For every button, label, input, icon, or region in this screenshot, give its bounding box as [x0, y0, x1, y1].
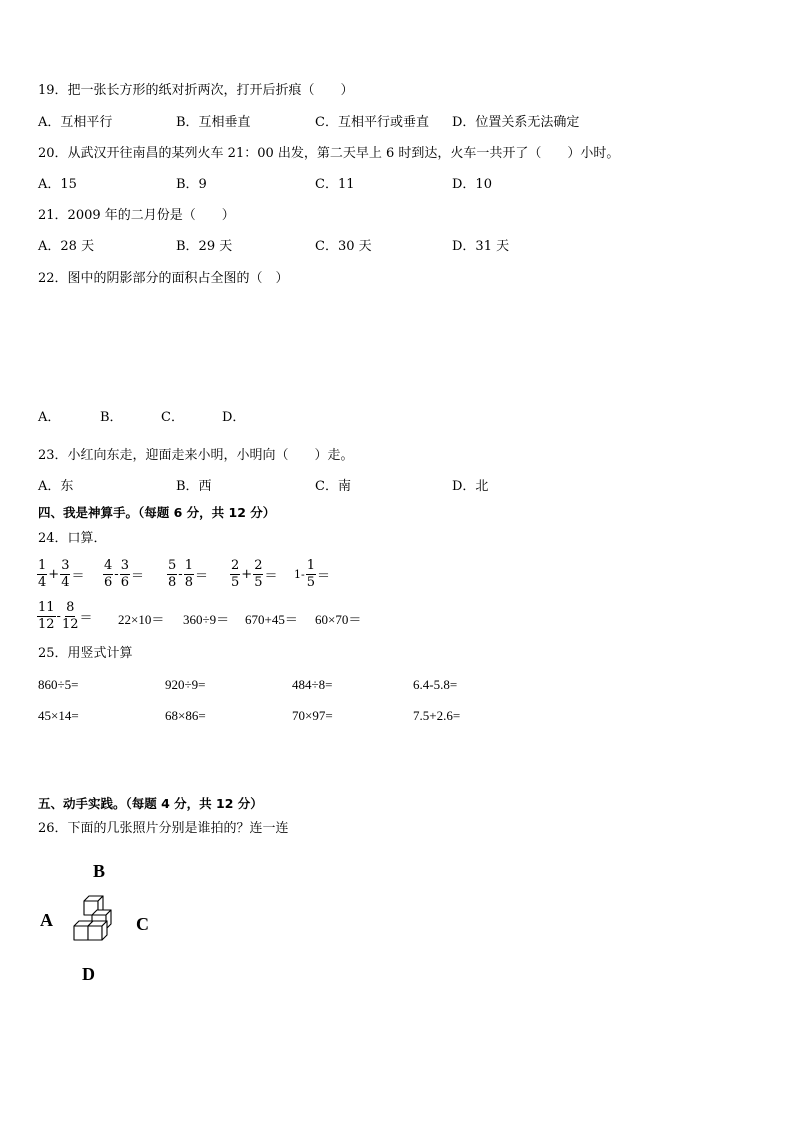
- q20-option-b: B．9: [176, 177, 207, 192]
- q25-item: 45×14=: [38, 708, 79, 723]
- q21-option-b: B．29 天: [176, 239, 233, 254]
- q25-item: 70×97=: [292, 708, 333, 723]
- q21-option-d: D．31 天: [452, 239, 510, 254]
- q20-option-d: D．10: [452, 177, 492, 192]
- cube-stack-figure: [70, 893, 122, 949]
- q19-option-d: D．位置关系无法确定: [452, 115, 580, 130]
- q22-option-c: C．: [161, 410, 184, 425]
- label-b: B: [93, 861, 106, 881]
- q25-item: 484÷8=: [292, 677, 333, 692]
- q20-option-c: C．11: [315, 177, 355, 192]
- q23-option-a: A．东: [38, 479, 74, 494]
- q20-option-a: A．15: [38, 177, 77, 192]
- q19-option-a: A．互相平行: [38, 115, 113, 130]
- q24-expr-4: $\frac{2}{5}$ + $\frac{2}{5}$ ＝: [231, 558, 278, 590]
- fraction: $\frac{3}{6}$: [120, 558, 129, 590]
- q25-item: 920÷9=: [165, 677, 206, 692]
- q25-item: 860÷5=: [38, 677, 79, 692]
- q25-item: 6.4-5.8=: [413, 677, 458, 692]
- label-a: A: [40, 910, 53, 930]
- fraction: $\frac{1}{5}$: [306, 558, 315, 590]
- q23-option-b: B．西: [176, 479, 212, 494]
- q22-option-a: A．: [38, 410, 61, 425]
- q19-option-c: C．互相平行或垂直: [315, 115, 429, 130]
- q24-item: 360÷9＝: [183, 612, 230, 627]
- q24-item: 670+45＝: [245, 612, 298, 627]
- q20-stem: 20．从武汉开往南昌的某列火车 21：00 出发，第二天早上 6 时到达，火车一共开了（ ）小时。: [38, 146, 620, 161]
- q24-expr-2: $\frac{4}{6}$ - $\frac{3}{6}$ ＝: [104, 558, 144, 590]
- q25-item: 68×86=: [165, 708, 206, 723]
- q24-expr-1: $\frac{1}{4}$ + $\frac{3}{4}$ ＝: [38, 558, 85, 590]
- q22-option-b: B．: [100, 410, 123, 425]
- q24-expr-6: $\frac{11}{12}$ - $\frac{8}{12}$ ＝: [38, 600, 93, 632]
- q23-stem: 23．小红向东走，迎面走来小明，小明向（ ）走。: [38, 448, 354, 463]
- q19-option-b: B．互相垂直: [176, 115, 251, 130]
- fraction: $\frac{2}{5}$: [254, 558, 263, 590]
- label-d: D: [82, 964, 95, 984]
- q24-expr-3: $\frac{5}{8}$ - $\frac{1}{8}$ ＝: [168, 558, 208, 590]
- q25-item: 7.5+2.6=: [413, 708, 461, 723]
- q21-option-c: C．30 天: [315, 239, 372, 254]
- fraction: $\frac{5}{8}$: [168, 558, 177, 590]
- fraction: $\frac{2}{5}$: [231, 558, 240, 590]
- fraction: $\frac{1}{8}$: [184, 558, 193, 590]
- q24-stem: 24．口算．: [38, 531, 107, 546]
- q23-option-d: D．北: [452, 479, 489, 494]
- fraction: $\frac{11}{12}$: [38, 600, 55, 632]
- fraction: $\frac{4}{6}$: [104, 558, 113, 590]
- q26-stem: 26．下面的几张照片分别是谁拍的？连一连: [38, 821, 289, 836]
- fraction: $\frac{3}{4}$: [61, 558, 70, 590]
- q24-item: 60×70＝: [315, 612, 362, 627]
- q22-option-d: D．: [222, 410, 246, 425]
- q25-stem: 25．用竖式计算: [38, 646, 133, 661]
- q24-item: 22×10＝: [118, 612, 165, 627]
- fraction: $\frac{1}{4}$: [38, 558, 47, 590]
- q22-stem: 22．图中的阴影部分的面积占全图的（ ）: [38, 271, 289, 286]
- label-c: C: [136, 914, 149, 934]
- q24-expr-5: 1- $\frac{1}{5}$ ＝: [294, 558, 331, 590]
- section4-title: 四、我是神算手。（每题 6 分，共 12 分）: [38, 505, 276, 520]
- q21-option-a: A．28 天: [38, 239, 95, 254]
- section5-title: 五、动手实践。（每题 4 分，共 12 分）: [38, 796, 263, 811]
- fraction: $\frac{8}{12}$: [61, 600, 79, 632]
- q23-option-c: C．南: [315, 479, 351, 494]
- q21-stem: 21．2009 年的二月份是（ ）: [38, 208, 235, 223]
- q19-stem: 19．把一张长方形的纸对折两次，打开后折痕（ ）: [38, 83, 354, 98]
